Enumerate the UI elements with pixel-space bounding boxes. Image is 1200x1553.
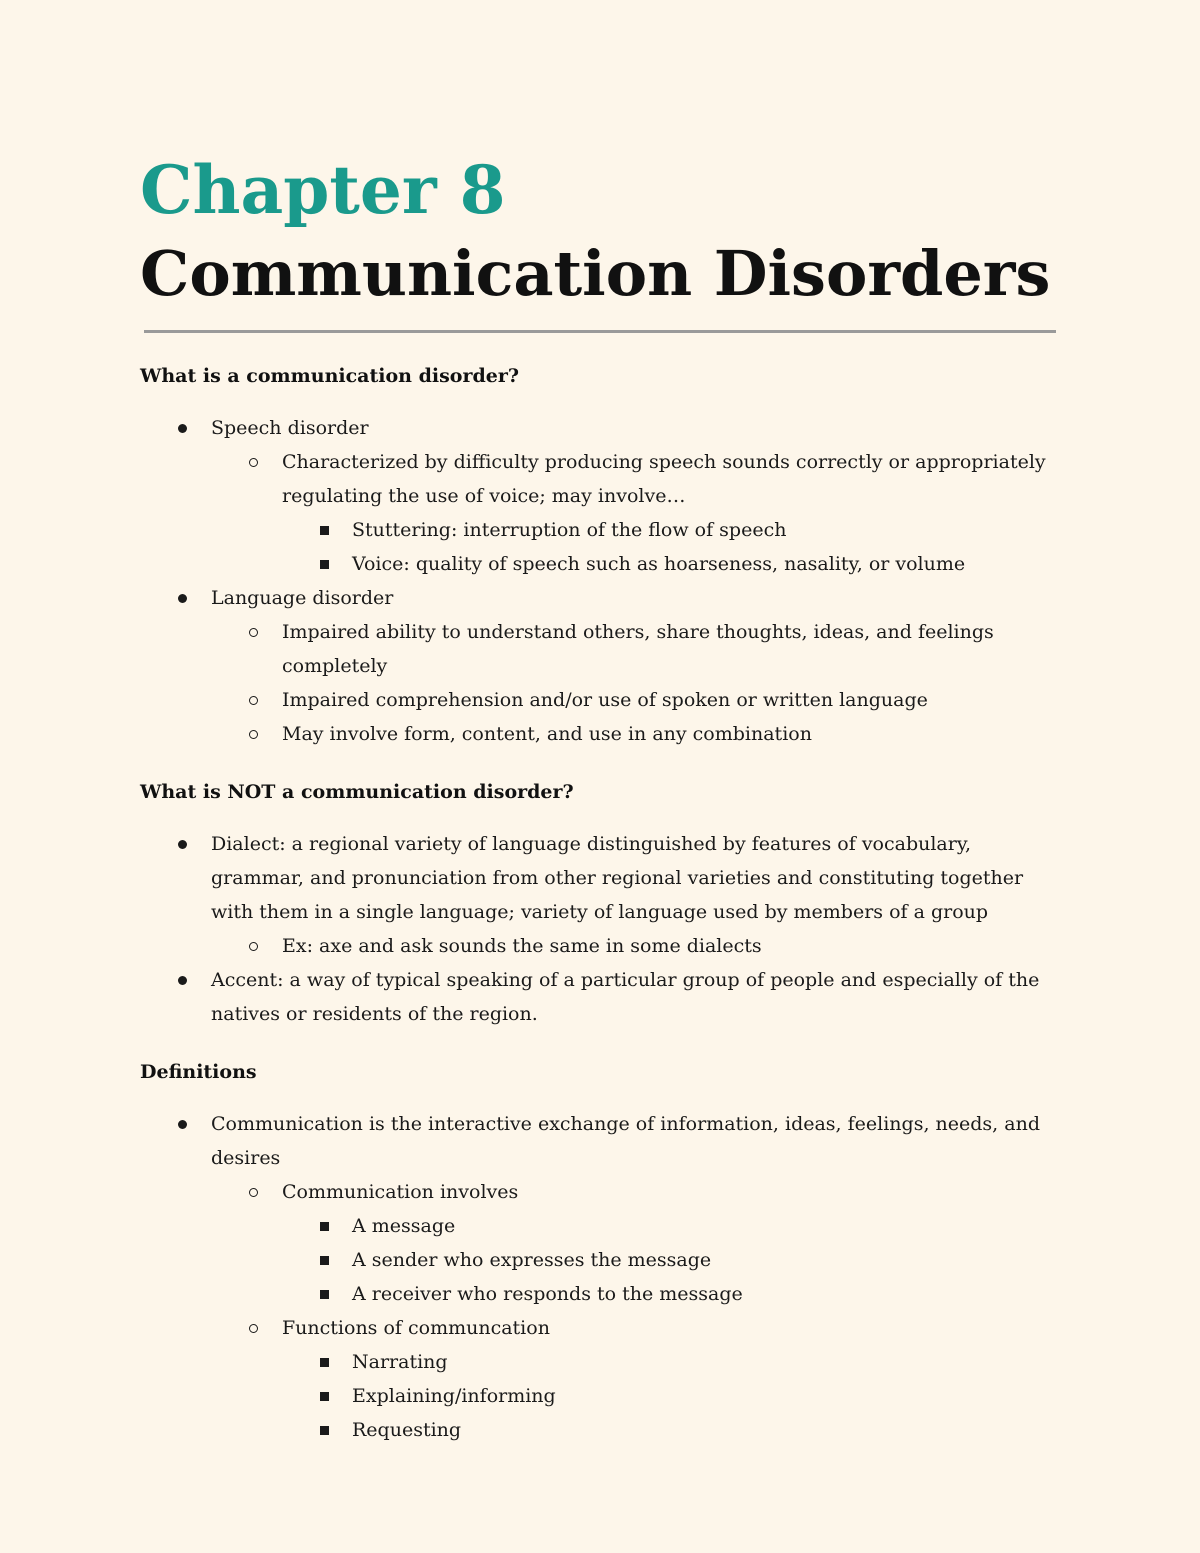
list-item	[211, 1311, 1060, 1447]
square-bullet-icon	[320, 547, 329, 581]
square-bullet-icon	[320, 1379, 329, 1413]
list-item	[140, 1107, 1060, 1447]
list-item-text: Requesting	[352, 1419, 462, 1441]
list-item	[140, 411, 1060, 581]
list-item-text: Narrating	[352, 1351, 448, 1373]
list-item-text: A receiver who responds to the message	[352, 1283, 743, 1305]
list-item	[211, 717, 1060, 751]
chapter-number: Chapter 8	[140, 151, 506, 229]
list-item-text: Communication involves	[282, 1181, 519, 1203]
list-item-text: A message	[352, 1215, 456, 1237]
list-item	[282, 513, 1060, 547]
circle-bullet-icon	[249, 1311, 258, 1345]
bullet-list-level-2	[211, 615, 1060, 751]
list-item-text: Communication is the interactive exchange of information, ideas, feelings, needs, and desires	[211, 1113, 1040, 1169]
list-item	[282, 1277, 1060, 1311]
list-item-text: Dialect: a regional variety of language distinguished by features of vocabulary, grammar, and pronunciation from other regional varieties and constituting together with them in a single language; variety of language used by members of a group	[211, 833, 1024, 923]
list-item-text: Language disorder	[211, 587, 394, 609]
list-item-text: Characterized by difficulty producing speech sounds correctly or appropriately regulating the use of voice; may involve…	[282, 451, 1046, 507]
list-item	[211, 1175, 1060, 1311]
list-item	[140, 963, 1060, 1031]
bullet-list-level-1	[140, 411, 1060, 751]
square-bullet-icon	[320, 1209, 329, 1243]
list-item-text: Accent: a way of typical speaking of a particular group of people and especially of the natives or residents of the region.	[211, 969, 1040, 1025]
list-item	[282, 547, 1060, 581]
chapter-title: Communication Disorders	[140, 237, 1051, 310]
section-heading: Definitions	[140, 1061, 257, 1083]
disc-bullet-icon	[178, 827, 187, 861]
list-item	[211, 445, 1060, 581]
list-item-text: Speech disorder	[211, 417, 369, 439]
list-item	[211, 683, 1060, 717]
list-item	[140, 581, 1060, 751]
bullet-list-level-2	[211, 1175, 1060, 1447]
list-item-text: Stuttering: interruption of the flow of speech	[352, 519, 787, 541]
section-heading: What is a communication disorder?	[140, 365, 519, 387]
disc-bullet-icon	[178, 963, 187, 997]
bullet-list-level-3	[282, 1209, 1060, 1311]
square-bullet-icon	[320, 1345, 329, 1379]
list-item-text: Functions of communcation	[282, 1317, 550, 1339]
bullet-list-level-3	[282, 513, 1060, 581]
square-bullet-icon	[320, 1277, 329, 1311]
square-bullet-icon	[320, 513, 329, 547]
square-bullet-icon	[320, 1243, 329, 1277]
circle-bullet-icon	[249, 683, 258, 717]
disc-bullet-icon	[178, 581, 187, 615]
document-page	[140, 148, 1060, 1447]
bullet-list-level-3	[282, 1345, 1060, 1447]
bullet-list-level-1	[140, 827, 1060, 1031]
disc-bullet-icon	[178, 411, 187, 445]
circle-bullet-icon	[249, 717, 258, 751]
list-item	[282, 1209, 1060, 1243]
circle-bullet-icon	[249, 1175, 258, 1209]
title-divider	[144, 330, 1056, 333]
section-heading: What is NOT a communication disorder?	[140, 781, 574, 803]
list-item	[211, 615, 1060, 683]
square-bullet-icon	[320, 1413, 329, 1447]
list-item-text: Voice: quality of speech such as hoarseness, nasality, or volume	[352, 553, 966, 575]
disc-bullet-icon	[178, 1107, 187, 1141]
circle-bullet-icon	[249, 445, 258, 479]
sections-container	[140, 359, 1060, 1447]
bullet-list-level-2	[211, 929, 1060, 963]
bullet-list-level-2	[211, 445, 1060, 581]
list-item	[282, 1413, 1060, 1447]
list-item-text: Impaired comprehension and/or use of spoken or written language	[282, 689, 928, 711]
list-item	[282, 1345, 1060, 1379]
circle-bullet-icon	[249, 615, 258, 649]
list-item	[282, 1243, 1060, 1277]
list-item	[211, 929, 1060, 963]
list-item-text: May involve form, content, and use in any combination	[282, 723, 812, 745]
list-item-text: Explaining/informing	[352, 1385, 556, 1407]
list-item	[140, 827, 1060, 963]
bullet-list-level-1	[140, 1107, 1060, 1447]
list-item-text: Impaired ability to understand others, share thoughts, ideas, and feelings completely	[282, 621, 994, 677]
list-item-text: A sender who expresses the message	[352, 1249, 712, 1271]
list-item	[282, 1379, 1060, 1413]
list-item-text: Ex: axe and ask sounds the same in some dialects	[282, 935, 762, 957]
circle-bullet-icon	[249, 929, 258, 963]
